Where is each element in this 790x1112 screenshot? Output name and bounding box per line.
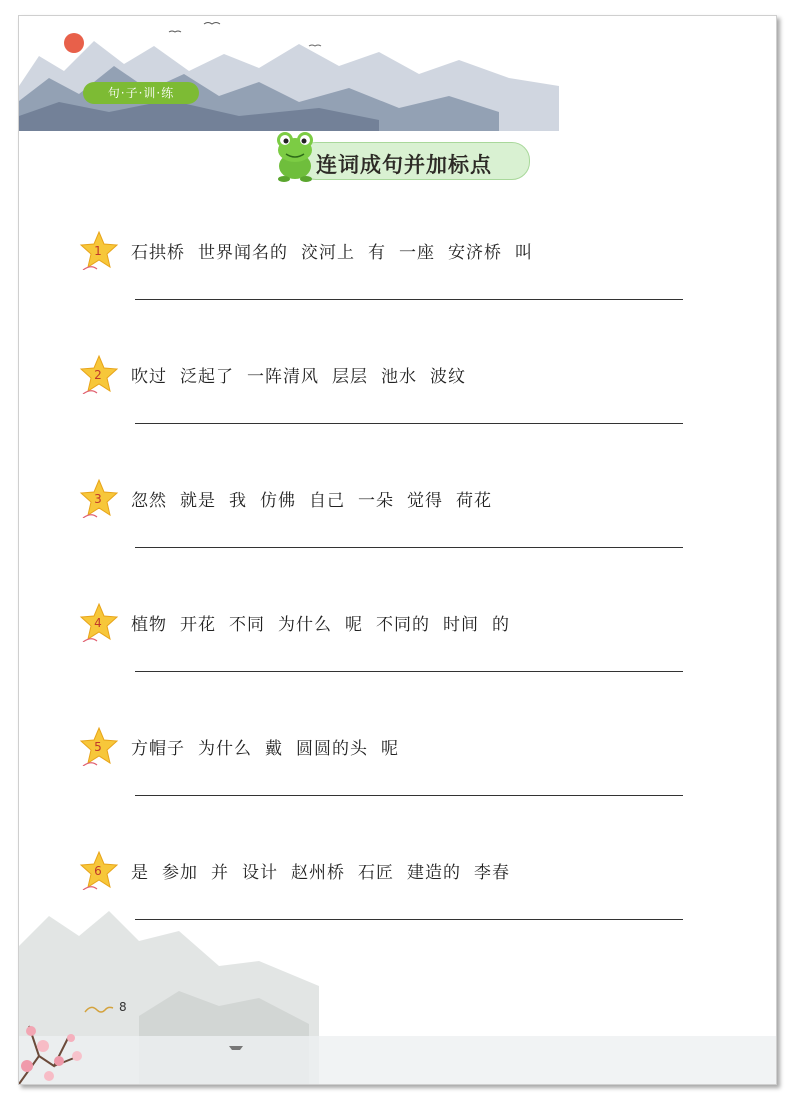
exercise-words	[131, 238, 546, 263]
word-chip: 一朵	[358, 491, 394, 511]
word-chip: 植物	[131, 615, 167, 635]
word-chip: 为什么	[198, 739, 252, 759]
exercise-words	[131, 610, 523, 635]
word-chip: 我	[229, 491, 247, 511]
answer-line[interactable]	[135, 671, 683, 672]
word-chip: 是	[131, 863, 149, 883]
frog-icon	[272, 128, 318, 182]
word-chip: 时间	[443, 615, 479, 635]
word-chip: 仿佛	[260, 491, 296, 511]
word-chip: 波纹	[430, 367, 466, 387]
exercise-number: 4	[94, 616, 102, 630]
word-chip: 有	[368, 243, 386, 263]
word-chip: 泛起了	[180, 367, 234, 387]
misty-landscape-footer	[19, 906, 776, 1084]
word-chip: 一阵清风	[247, 367, 319, 387]
mountain-landscape-header	[19, 16, 776, 131]
word-chip: 一座	[399, 243, 435, 263]
word-chip: 赵州桥	[291, 863, 345, 883]
word-chip: 不同	[229, 615, 265, 635]
word-chip: 开花	[180, 615, 216, 635]
exercise-number: 5	[94, 740, 102, 754]
answer-line[interactable]	[135, 795, 683, 796]
exercise-number: 3	[94, 492, 102, 506]
word-chip: 池水	[381, 367, 417, 387]
word-chip: 石拱桥	[131, 243, 185, 263]
word-chip: 设计	[242, 863, 278, 883]
word-chip: 建造的	[407, 863, 461, 883]
page-title: 连词成句并加标点	[316, 153, 492, 177]
exercise-words	[131, 858, 523, 883]
word-chip: 为什么	[278, 615, 332, 635]
word-chip: 不同的	[376, 615, 430, 635]
page-number: 8	[119, 1000, 127, 1014]
title-banner	[272, 128, 530, 188]
word-chip: 层层	[332, 367, 368, 387]
word-chip: 吹过	[131, 367, 167, 387]
word-chip: 戴	[265, 739, 283, 759]
section-tag: 句·子·训·练	[83, 82, 199, 104]
answer-line[interactable]	[135, 423, 683, 424]
word-chip: 自己	[309, 491, 345, 511]
word-chip: 的	[492, 615, 510, 635]
word-chip: 就是	[180, 491, 216, 511]
exercise-words	[131, 486, 505, 511]
exercise-number: 6	[94, 864, 102, 878]
word-chip: 圆圆的头	[296, 739, 368, 759]
exercise-words	[131, 734, 412, 759]
word-chip: 叫	[515, 243, 533, 263]
word-chip: 忽然	[131, 491, 167, 511]
word-chip: 洨河上	[301, 243, 355, 263]
exercise-number: 2	[94, 368, 102, 382]
word-chip: 世界闻名的	[198, 243, 288, 263]
word-chip: 荷花	[456, 491, 492, 511]
word-chip: 呢	[345, 615, 363, 635]
word-chip: 石匠	[358, 863, 394, 883]
answer-line[interactable]	[135, 299, 683, 300]
exercise-words	[131, 362, 479, 387]
workbook-page	[18, 15, 777, 1085]
word-chip: 李春	[474, 863, 510, 883]
word-chip: 呢	[381, 739, 399, 759]
answer-line[interactable]	[135, 547, 683, 548]
cloud-swirl-icon	[83, 1004, 117, 1018]
word-chip: 参加	[162, 863, 198, 883]
word-chip: 方帽子	[131, 739, 185, 759]
word-chip: 安济桥	[448, 243, 502, 263]
word-chip: 觉得	[407, 491, 443, 511]
exercise-number: 1	[94, 244, 102, 258]
word-chip: 并	[211, 863, 229, 883]
